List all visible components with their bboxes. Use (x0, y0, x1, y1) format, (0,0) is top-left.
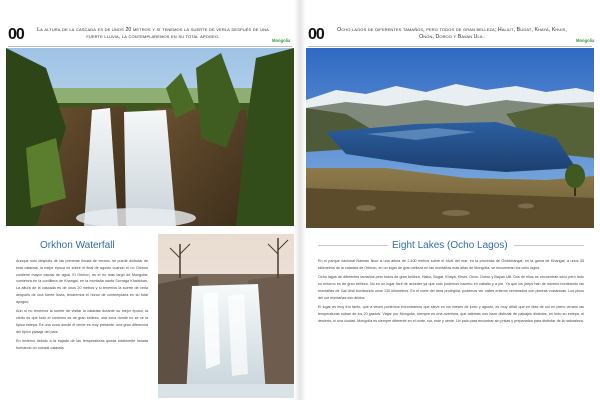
photo-orkhon-waterfall (6, 48, 294, 226)
title-rule-left (318, 245, 388, 246)
paragraph: Aunque solo después de las primeras lluvias de verano, se puede disfrutar de esta catarata, la mejor época es sobre el final de agosto cuando el río Orkhon contiene mayor caudal de agua. El Orkhon, es el río más largo de Mongolia; comienza en la cordillera de Khangai, en la montaña santa Suvraga Khairkhan. La altura de la cascada es de unos 20 metros y si tenemos la suerte de verla después de una fuerte lluvia, tendremos el honor de contemplarla en su total apogeo. (16, 259, 148, 304)
paragraph: Ocho lagos de diferentes tamaños pero todos de gran belleza, Haliut, Bugat, Khaya, Khuis, Onon, Doroo y Bayan Ulil. Dos de ellos se encuentran seco pero todo su entorno es de gran belleza. No es un lugar fácil de acceder ya que solo podemos hacerlo en caballo y a pie. Ya que los jeeps han de haverlo bordeando las montañas de Gal Utsil bordeando unos 130 kilómetros. En el norte del área protegida, podemos ver valles enteros cembrados con piedras volcánicas. Los picos del sur montañas son áridos. (318, 275, 584, 300)
photo-frozen-waterfall (158, 234, 294, 398)
paragraph: En el parque nacional Naiman Nuur a una altura de 2.400 metros sobre el nivel del mar, en la provincia de Övörkhangai, en la gama de Khangai, a unos 35 kilómetros de la catarata de Orkhon, en un lugar de gran belleza en las montañas más altas de Mongolia, se encuentran los ocho lagos. (318, 259, 584, 270)
header-tag: Mongolia (576, 38, 595, 43)
header-divider (8, 46, 292, 47)
photo-frozen-image (158, 234, 294, 398)
photo-eight-lakes (306, 48, 594, 228)
photo-waterfall-image (6, 48, 294, 226)
header-tag: Mongolia (272, 38, 291, 43)
header-caption: La altura de la cascada es de unos 20 metros y sí tenemos la suerte de verla después de una fuerte lluvia, la contemplaremos en su total apogeo. (37, 27, 269, 40)
photo-lakes-image (306, 48, 594, 228)
page-number: 00 (8, 26, 24, 43)
section-title: Eight Lakes (Ocho Lagos) (392, 240, 508, 251)
title-rule-right (514, 245, 584, 246)
header-divider (308, 46, 592, 47)
paragraph: En invierno debido a la bajada de las temperaturas queda totalmente helada formando un colosal catarata. (16, 338, 148, 350)
right-page (300, 0, 600, 400)
article-body (16, 258, 148, 354)
page-number: 00 (308, 26, 324, 43)
paragraph: El lugar es muy frío tanto, que a veces podemos encontramos que sieve en los meses de junio y agosto, es muy difícil que en días de sol en pleno verano las temperaturas suban de los 20 grados. Viajar por Mongolia, siempre es una aventura, que además nos hace disfrutar de paisajes distintos, en todo su extepa, el desierto, ni una ciudad. Mongolia es siempre diferente en el norte, sur, este y oeste. Un país para encontrar sin prisas y preparados para disfrutar de la naturaleza. (318, 304, 584, 323)
paragraph: Aún si no tenemos la suerte de visitar la catarata durante su mejor época, la cierto es que todo el contorno es de gran belleza, una zona donde no se ve la típica estepa. Es una zona donde el verde es muy presente, una gran diferencia del típico paisaje del país. (16, 309, 148, 334)
article-body (318, 258, 584, 327)
header-caption: Ocho lagos de diferentes tamaños, pero todos de gran belleza; Haliut, Bugat, Khaya, Khuis, Onon, Doroo y Bavan Ulil. (337, 27, 567, 40)
section-title: Orkhon Waterfall (40, 240, 115, 251)
